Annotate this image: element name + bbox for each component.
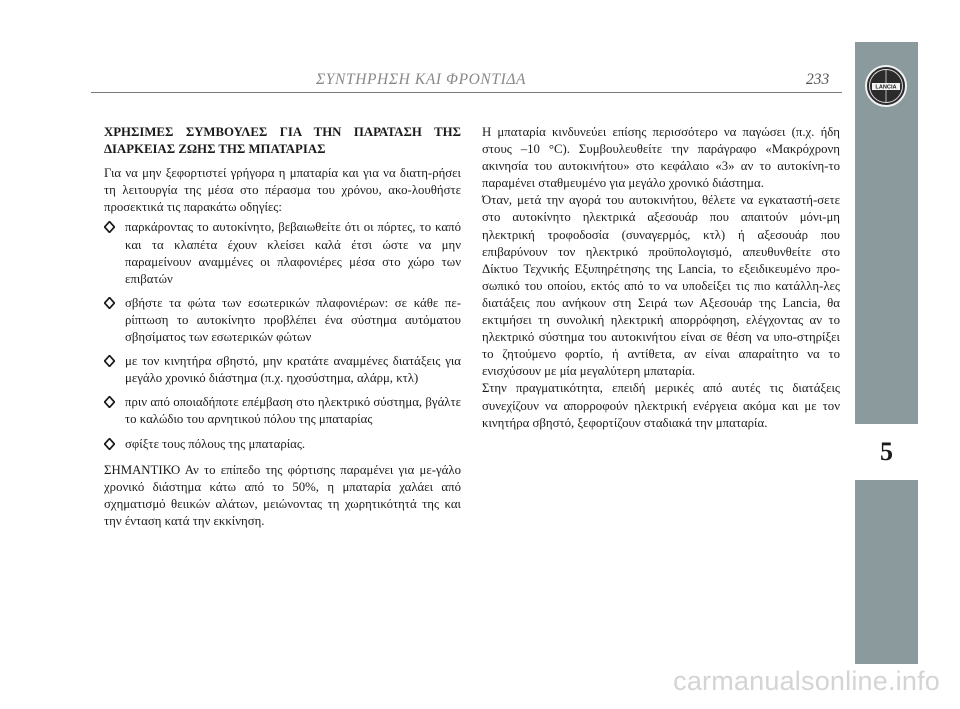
list-item-text: πριν από οποιαδήποτε επέμβαση στο ηλεκτρικό σύστημα, βγάλτε το καλώδιο του αρνητικού πόλου της μπαταρίας bbox=[125, 395, 461, 427]
watermark: carmanualsonline.info bbox=[673, 666, 940, 696]
page-number: 233 bbox=[806, 71, 830, 88]
intro-paragraph: Για να μην ξεφορτιστεί γρήγορα η μπαταρία και για να διατη-ρήσει τη λειτουργία της μέσα στο πέρασμα του χρόνου, ακο-λουθήστε προσεκτικά τις παρακάτω οδηγίες: bbox=[104, 166, 461, 215]
paragraph-accessories: Όταν, μετά την αγορά του αυτοκινήτου, θέλετε να εγκαταστή-σετε στο αυτοκίνητο ηλεκτρικά αξεσουάρ που απαιτούν μόνι-μη ηλεκτρική τροφοδοσία (συναγερμός, κτλ) ή αξεσουάρ που επιβαρύνουν τον ηλεκτρικό προϋπολογισμό, απευθυνθείτε στο Δίκτυο Τεχνικής Εξυπηρέτησης της Lancia, το εξειδικευμένο προ-σωπικό του οποίου, εκτός από το να υποδείξει τις πιο κατάλλη-λες διατάξεις που ανήκουν στη Σειρά των Αξεσουάρ της Lancia, θα εκτιμήσει τη συνολική ηλεκτρική απορρόφηση, ελέγχοντας αν το ηλεκτρικό σύστημα του αυτοκινήτου είναι σε θέση να υπο-στηρίξει το ζητούμενο φορτίο, ή αντίθετα, αν είναι απαραίτητο να το ενισχύσουν με μία μεγαλύτερη μπαταρία. bbox=[482, 193, 840, 379]
list-item bbox=[104, 394, 461, 428]
list-item bbox=[104, 353, 461, 387]
lancia-logo-icon bbox=[864, 64, 908, 108]
left-column bbox=[104, 124, 461, 530]
list-item-text: σφίξτε τους πόλους της μπαταρίας. bbox=[125, 436, 306, 451]
bullet-icon bbox=[104, 297, 115, 309]
chapter-sidebar bbox=[855, 42, 918, 664]
bullet-icon bbox=[104, 355, 115, 367]
right-column bbox=[482, 124, 840, 432]
list-item-text: με τον κινητήρα σβηστό, μην κρατάτε αναμμένες διατάξεις για μεγάλο χρονικό διάστημα (π.χ. ηχοσύστημα, αλάρμ, κτλ) bbox=[125, 354, 461, 386]
important-note: ΣΗΜΑΝΤΙΚΟ Αν το επίπεδο της φόρτισης παραμένει για με-γάλο χρονικό διάστημα κάτω από το 50%, η μπαταρία χαλάει από σχηματισμό θειικών αλάτων, μειώνοντας τη χωρητικότητά της και την ένταση κατά την εκκίνηση. bbox=[104, 462, 461, 528]
svg-text:LANCIA: LANCIA bbox=[875, 84, 897, 91]
list-item-text: παρκάροντας το αυτοκίνητο, βεβαιωθείτε ότι οι πόρτες, το καπό και τα κλαπέτα έχουν κλείσει καλά έτσι ώστε να μην παραμείνουν αναμμένες οι πλαφονιέρες μέσα στο χώρο των επιβατών bbox=[125, 220, 461, 286]
list-item bbox=[104, 219, 461, 287]
bullet-icon bbox=[104, 221, 115, 233]
list-item-text: σβήστε τα φώτα των εσωτερικών πλαφονιέρων: σε κάθε πε-ρίπτωση το αυτοκίνητο προβλέπει ένα σύστημα αυτόματου σβησίματος των εσωτερικών φώτων bbox=[125, 295, 461, 345]
header-divider bbox=[91, 92, 842, 93]
tips-list bbox=[104, 219, 461, 452]
bullet-icon bbox=[104, 438, 115, 450]
paragraph-discharge: Στην πραγματικότητα, επειδή μερικές από αυτές τις διατάξεις συνεχίζουν να απορροφούν ηλεκτρική ενέργεια ακόμα και με τον κινητήρα σβηστό, ξεφορτίζουν σταδιακά την μπαταρία. bbox=[482, 381, 840, 430]
bullet-icon bbox=[104, 396, 115, 408]
section-heading: ΧΡΗΣΙΜΕΣ ΣΥΜΒΟΥΛΕΣ ΓΙΑ ΤΗΝ ΠΑΡΑΤΑΣΗ ΤΗΣ ΔΙΑΡΚΕΙΑΣ ΖΩΗΣ ΤΗΣ ΜΠΑΤΑΡΙΑΣ bbox=[104, 125, 461, 157]
list-item bbox=[104, 436, 461, 453]
header-title: ΣΥΝΤΗΡΗΣΗ ΚΑΙ ΦΡΟΝΤΙΔΑ bbox=[316, 71, 527, 88]
paragraph-freezing: Η μπαταρία κινδυνεύει επίσης περισσότερο να παγώσει (π.χ. ήδη στους –10 °C). Συμβουλευθείτε την παράγραφο «Μακρόχρονη ακινησία του αυτοκινήτου» στο κεφάλαιο «3» αν το αυτοκίνη-το παραμένει σταθμευμένο για μεγάλο χρονικό διάστημα. bbox=[482, 125, 840, 191]
list-item bbox=[104, 295, 461, 346]
chapter-number: 5 bbox=[855, 423, 918, 481]
